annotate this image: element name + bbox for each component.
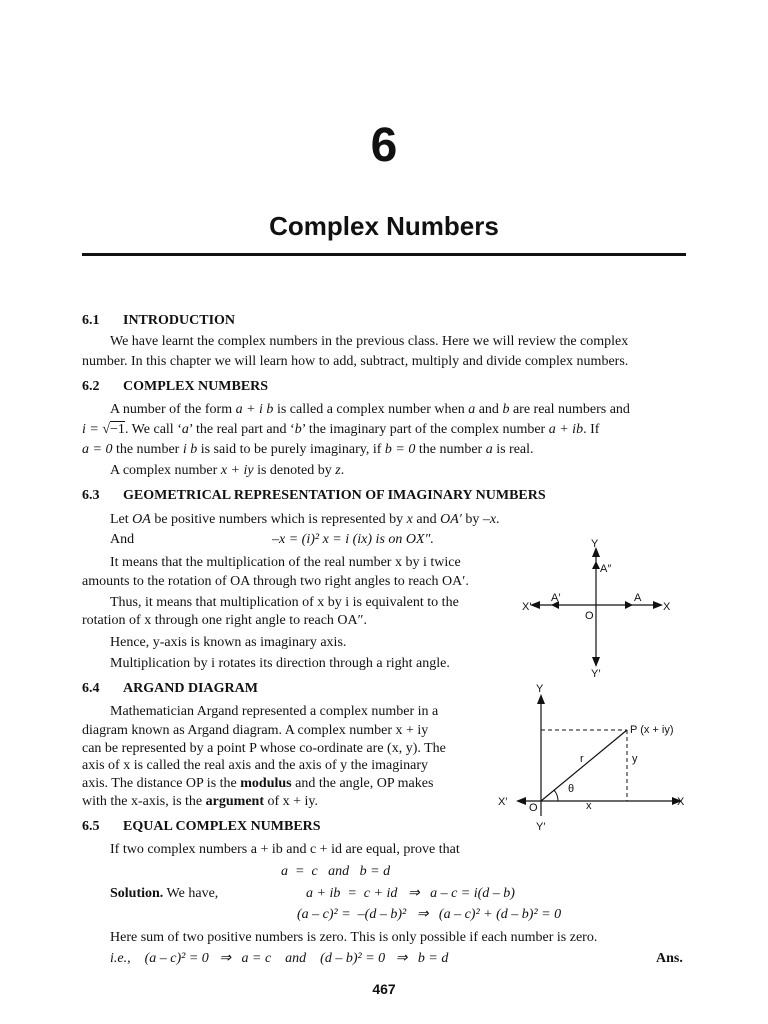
equation: a + ib = c + id ⇒ a – c = i(d – b) bbox=[306, 886, 515, 901]
section-heading-6-1: 6.1 INTRODUCTION bbox=[82, 313, 236, 328]
axis-label-y-prime: Y′ bbox=[536, 821, 546, 833]
point-label-a-prime: A′ bbox=[551, 592, 561, 604]
paragraph-line: with the x-axis, is the argument of x + iy. bbox=[82, 794, 319, 809]
origin-label: O bbox=[585, 610, 594, 622]
paragraph-line: A complex number x + iy is denoted by z. bbox=[110, 463, 345, 478]
imaginary-axis-diagram bbox=[510, 535, 690, 680]
section-heading-6-4: 6.4 ARGAND DIAGRAM bbox=[82, 681, 258, 696]
equation: i.e., (a – c)² = 0 ⇒ a = c and (d – b)² = 0 ⇒ b = d bbox=[110, 951, 449, 966]
section-heading-6-5: 6.5 EQUAL COMPLEX NUMBERS bbox=[82, 819, 321, 834]
axis-label-x: X bbox=[677, 796, 685, 808]
chapter-number: 6 bbox=[370, 119, 398, 172]
paragraph-line: Thus, it means that multiplication of x by i is equivalent to the bbox=[110, 595, 459, 610]
paragraph-line: axis of x is called the real axis and the axis of y the imaginary bbox=[82, 758, 429, 773]
equation: (a – c)² = –(d – b)² ⇒ (a – c)² + (d – b)² = 0 bbox=[297, 907, 562, 922]
paragraph-line: rotation of x through one right angle to reach OA″. bbox=[82, 613, 367, 628]
paragraph-line: a = 0 the number i b is said to be purely imaginary, if b = 0 the number a is real. bbox=[82, 442, 534, 457]
paragraph-line: diagram known as Argand diagram. A complex number x + iy bbox=[82, 723, 429, 738]
axis-label-x-prime: X′ bbox=[498, 796, 508, 808]
paragraph-line: i = √−1. We call ‘a’ the real part and ‘b’ the imaginary part of the complex number a + ib. If bbox=[82, 422, 600, 437]
section-heading-6-2: 6.2 COMPLEX NUMBERS bbox=[82, 379, 269, 394]
equation: a = c and b = d bbox=[281, 864, 391, 879]
answer-marker: Ans. bbox=[656, 951, 683, 966]
equation: –x = (i)² x = i (ix) is on OX″. bbox=[272, 532, 434, 547]
point-label-p: P (x + iy) bbox=[630, 724, 674, 736]
origin-label: O bbox=[529, 802, 538, 814]
angle-label-theta: θ bbox=[568, 783, 575, 795]
axis-label-y-prime: Y′ bbox=[591, 668, 601, 680]
paragraph-line: number. In this chapter we will learn how to add, subtract, multiply and divide complex numbers. bbox=[82, 354, 629, 369]
paragraph-line: Mathematician Argand represented a complex number in a bbox=[110, 704, 439, 719]
paragraph-line: A number of the form a + i b is called a complex number when a and b are real numbers and bbox=[110, 402, 630, 417]
modulus-label-r: r bbox=[580, 753, 584, 765]
paragraph-line: Here sum of two positive numbers is zero. This is only possible if each number is zero. bbox=[110, 930, 598, 945]
paragraph-line: Let OA be positive numbers which is represented by x and OA′ by –x. bbox=[110, 512, 500, 527]
paragraph-line: Hence, y-axis is known as imaginary axis. bbox=[110, 635, 347, 650]
argand-diagram bbox=[492, 680, 692, 836]
abscissa-label-x: x bbox=[586, 800, 592, 812]
section-heading-6-3: 6.3 GEOMETRICAL REPRESENTATION OF IMAGINARY NUMBERS bbox=[82, 488, 546, 503]
paragraph-line: amounts to the rotation of OA through two right angles to reach OA′. bbox=[82, 574, 469, 589]
paragraph-line: Solution. We have, bbox=[110, 886, 219, 901]
chapter-title: Complex Numbers bbox=[269, 211, 499, 241]
ordinate-label-y: y bbox=[632, 753, 638, 765]
axis-label-x: X bbox=[663, 601, 671, 613]
axis-label-y: Y bbox=[536, 683, 544, 695]
paragraph-line: We have learnt the complex numbers in the previous class. Here we will review the complex bbox=[110, 334, 629, 349]
paragraph-line: Multiplication by i rotates its direction through a right angle. bbox=[110, 656, 450, 671]
paragraph-line: can be represented by a point P whose co-ordinate are (x, y). The bbox=[82, 741, 446, 756]
point-label-a: A bbox=[634, 592, 642, 604]
paragraph-line: If two complex numbers a + ib and c + id are equal, prove that bbox=[110, 842, 460, 857]
point-label-a-double-prime: A″ bbox=[600, 563, 612, 575]
axis-label-y: Y bbox=[591, 538, 599, 550]
paragraph-line: axis. The distance OP is the modulus and the angle, OP makes bbox=[82, 776, 434, 791]
title-rule bbox=[82, 253, 686, 256]
page-number: 467 bbox=[372, 981, 396, 997]
paragraph-line: And bbox=[110, 532, 135, 547]
axis-label-x-prime: X′ bbox=[522, 601, 532, 613]
paragraph-line: It means that the multiplication of the real number x by i twice bbox=[110, 555, 461, 570]
